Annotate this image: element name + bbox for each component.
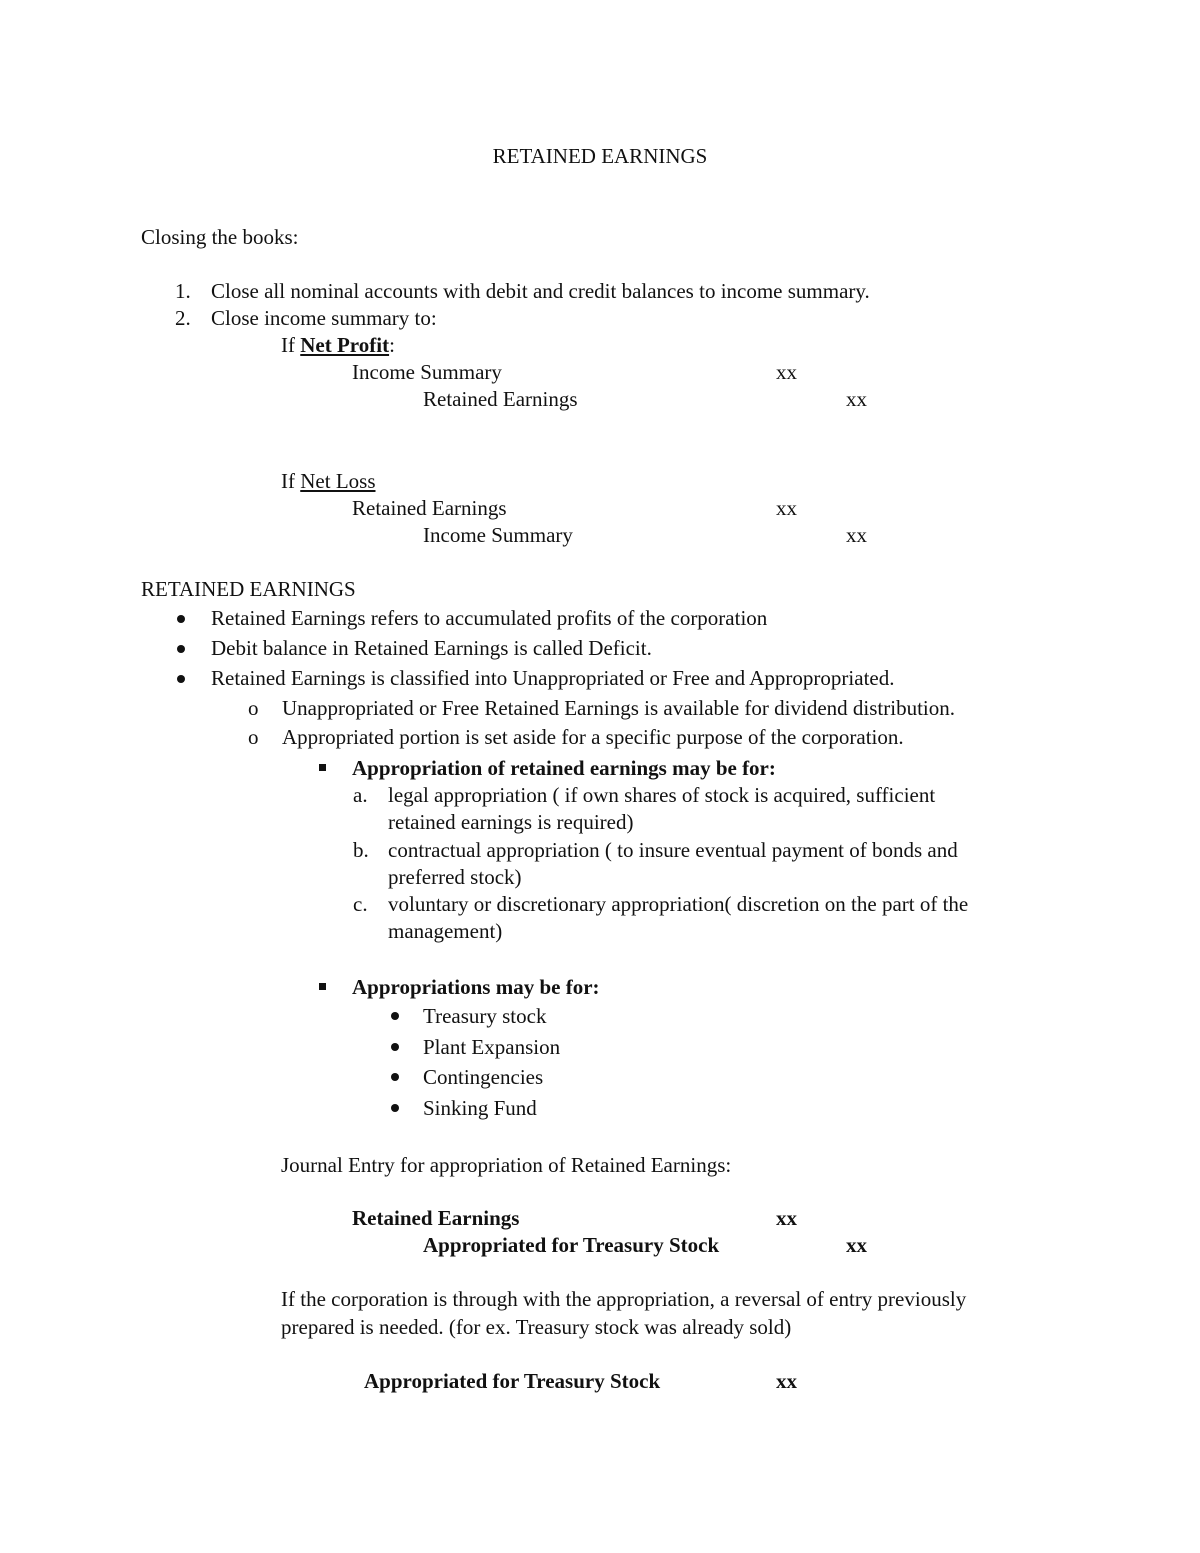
square-bullet-icon [319,764,326,771]
appropriation-type-text: preferred stock) [388,865,522,889]
net-profit-label: Net Profit [300,333,390,357]
step-text: Close all nominal accounts with debit and credit balances to income summary. [211,279,870,303]
bullet-text: Debit balance in Retained Earnings is called Deficit. [211,636,652,660]
appropriation-type-text: management) [388,919,503,943]
appropriation-type-text: contractual appropriation ( to insure eventual payment of bonds and [388,838,958,862]
journal-credit-amount: xx [846,523,867,547]
bullet-icon [391,1104,399,1112]
journal-credit-account: Income Summary [423,523,573,547]
purposes-heading: Appropriations may be for: [352,975,600,999]
journal-credit-account: Appropriated for Treasury Stock [423,1233,720,1257]
appropriation-type-text: legal appropriation ( if own shares of stock is acquired, sufficient [388,783,936,807]
bullet-text: Retained Earnings refers to accumulated profits of the corporation [211,606,768,630]
bullet-icon [177,645,185,653]
step-number: 2. [175,306,191,330]
net-loss-label: Net Loss [300,469,376,493]
reversal-debit-amount: xx [776,1369,797,1393]
sub-bullet-marker: o [248,696,259,720]
journal-debit-account: Retained Earnings [352,1206,520,1230]
bullet-icon [391,1073,399,1081]
purpose-item: Treasury stock [423,1004,547,1028]
reversal-text: If the corporation is through with the appropriation, a reversal of entry previously [281,1287,967,1311]
net-profit-condition [281,332,395,359]
list-letter: c. [353,892,368,916]
journal-debit-amount: xx [776,360,797,384]
journal-debit-amount: xx [776,1206,797,1230]
appropriation-type-text: retained earnings is required) [388,810,634,834]
square-bullet-icon [319,983,326,990]
purpose-item: Sinking Fund [423,1096,537,1120]
step-text: Close income summary to: [211,306,437,330]
bullet-icon [391,1012,399,1020]
condition-suffix: : [389,333,395,357]
condition-prefix: If [281,333,301,357]
journal-heading: Journal Entry for appropriation of Retained Earnings: [281,1153,732,1177]
closing-heading: Closing the books: [141,225,299,249]
bullet-icon [177,615,185,623]
sub-bullet-marker: o [248,725,259,749]
appropriation-type-text: voluntary or discretionary appropriation( discretion on the part of the [388,892,969,916]
journal-debit-account: Income Summary [352,360,502,384]
page-title: RETAINED EARNINGS [492,144,708,168]
sub-bullet-text: Appropriated portion is set aside for a specific purpose of the corporation. [282,725,904,749]
bullet-text: Retained Earnings is classified into Unappropriated or Free and Appropropriated. [211,666,895,690]
purpose-item: Contingencies [423,1065,544,1089]
bullet-icon [177,675,185,683]
reversal-debit-account: Appropriated for Treasury Stock [364,1369,661,1393]
list-letter: a. [353,783,368,807]
journal-credit-account: Retained Earnings [423,387,578,411]
journal-credit-amount: xx [846,387,867,411]
journal-debit-account: Retained Earnings [352,496,507,520]
step-number: 1. [175,279,191,303]
journal-credit-amount: xx [846,1233,867,1257]
appropriation-heading: Appropriation of retained earnings may be for: [352,756,776,780]
list-letter: b. [353,838,369,862]
sub-bullet-text: Unappropriated or Free Retained Earnings is available for dividend distribution. [282,696,955,720]
net-loss-condition [281,468,376,495]
section-heading: RETAINED EARNINGS [141,577,356,601]
journal-debit-amount: xx [776,496,797,520]
purpose-item: Plant Expansion [423,1035,561,1059]
bullet-icon [391,1043,399,1051]
reversal-text: prepared is needed. (for ex. Treasury stock was already sold) [281,1315,792,1339]
condition-prefix: If [281,469,301,493]
